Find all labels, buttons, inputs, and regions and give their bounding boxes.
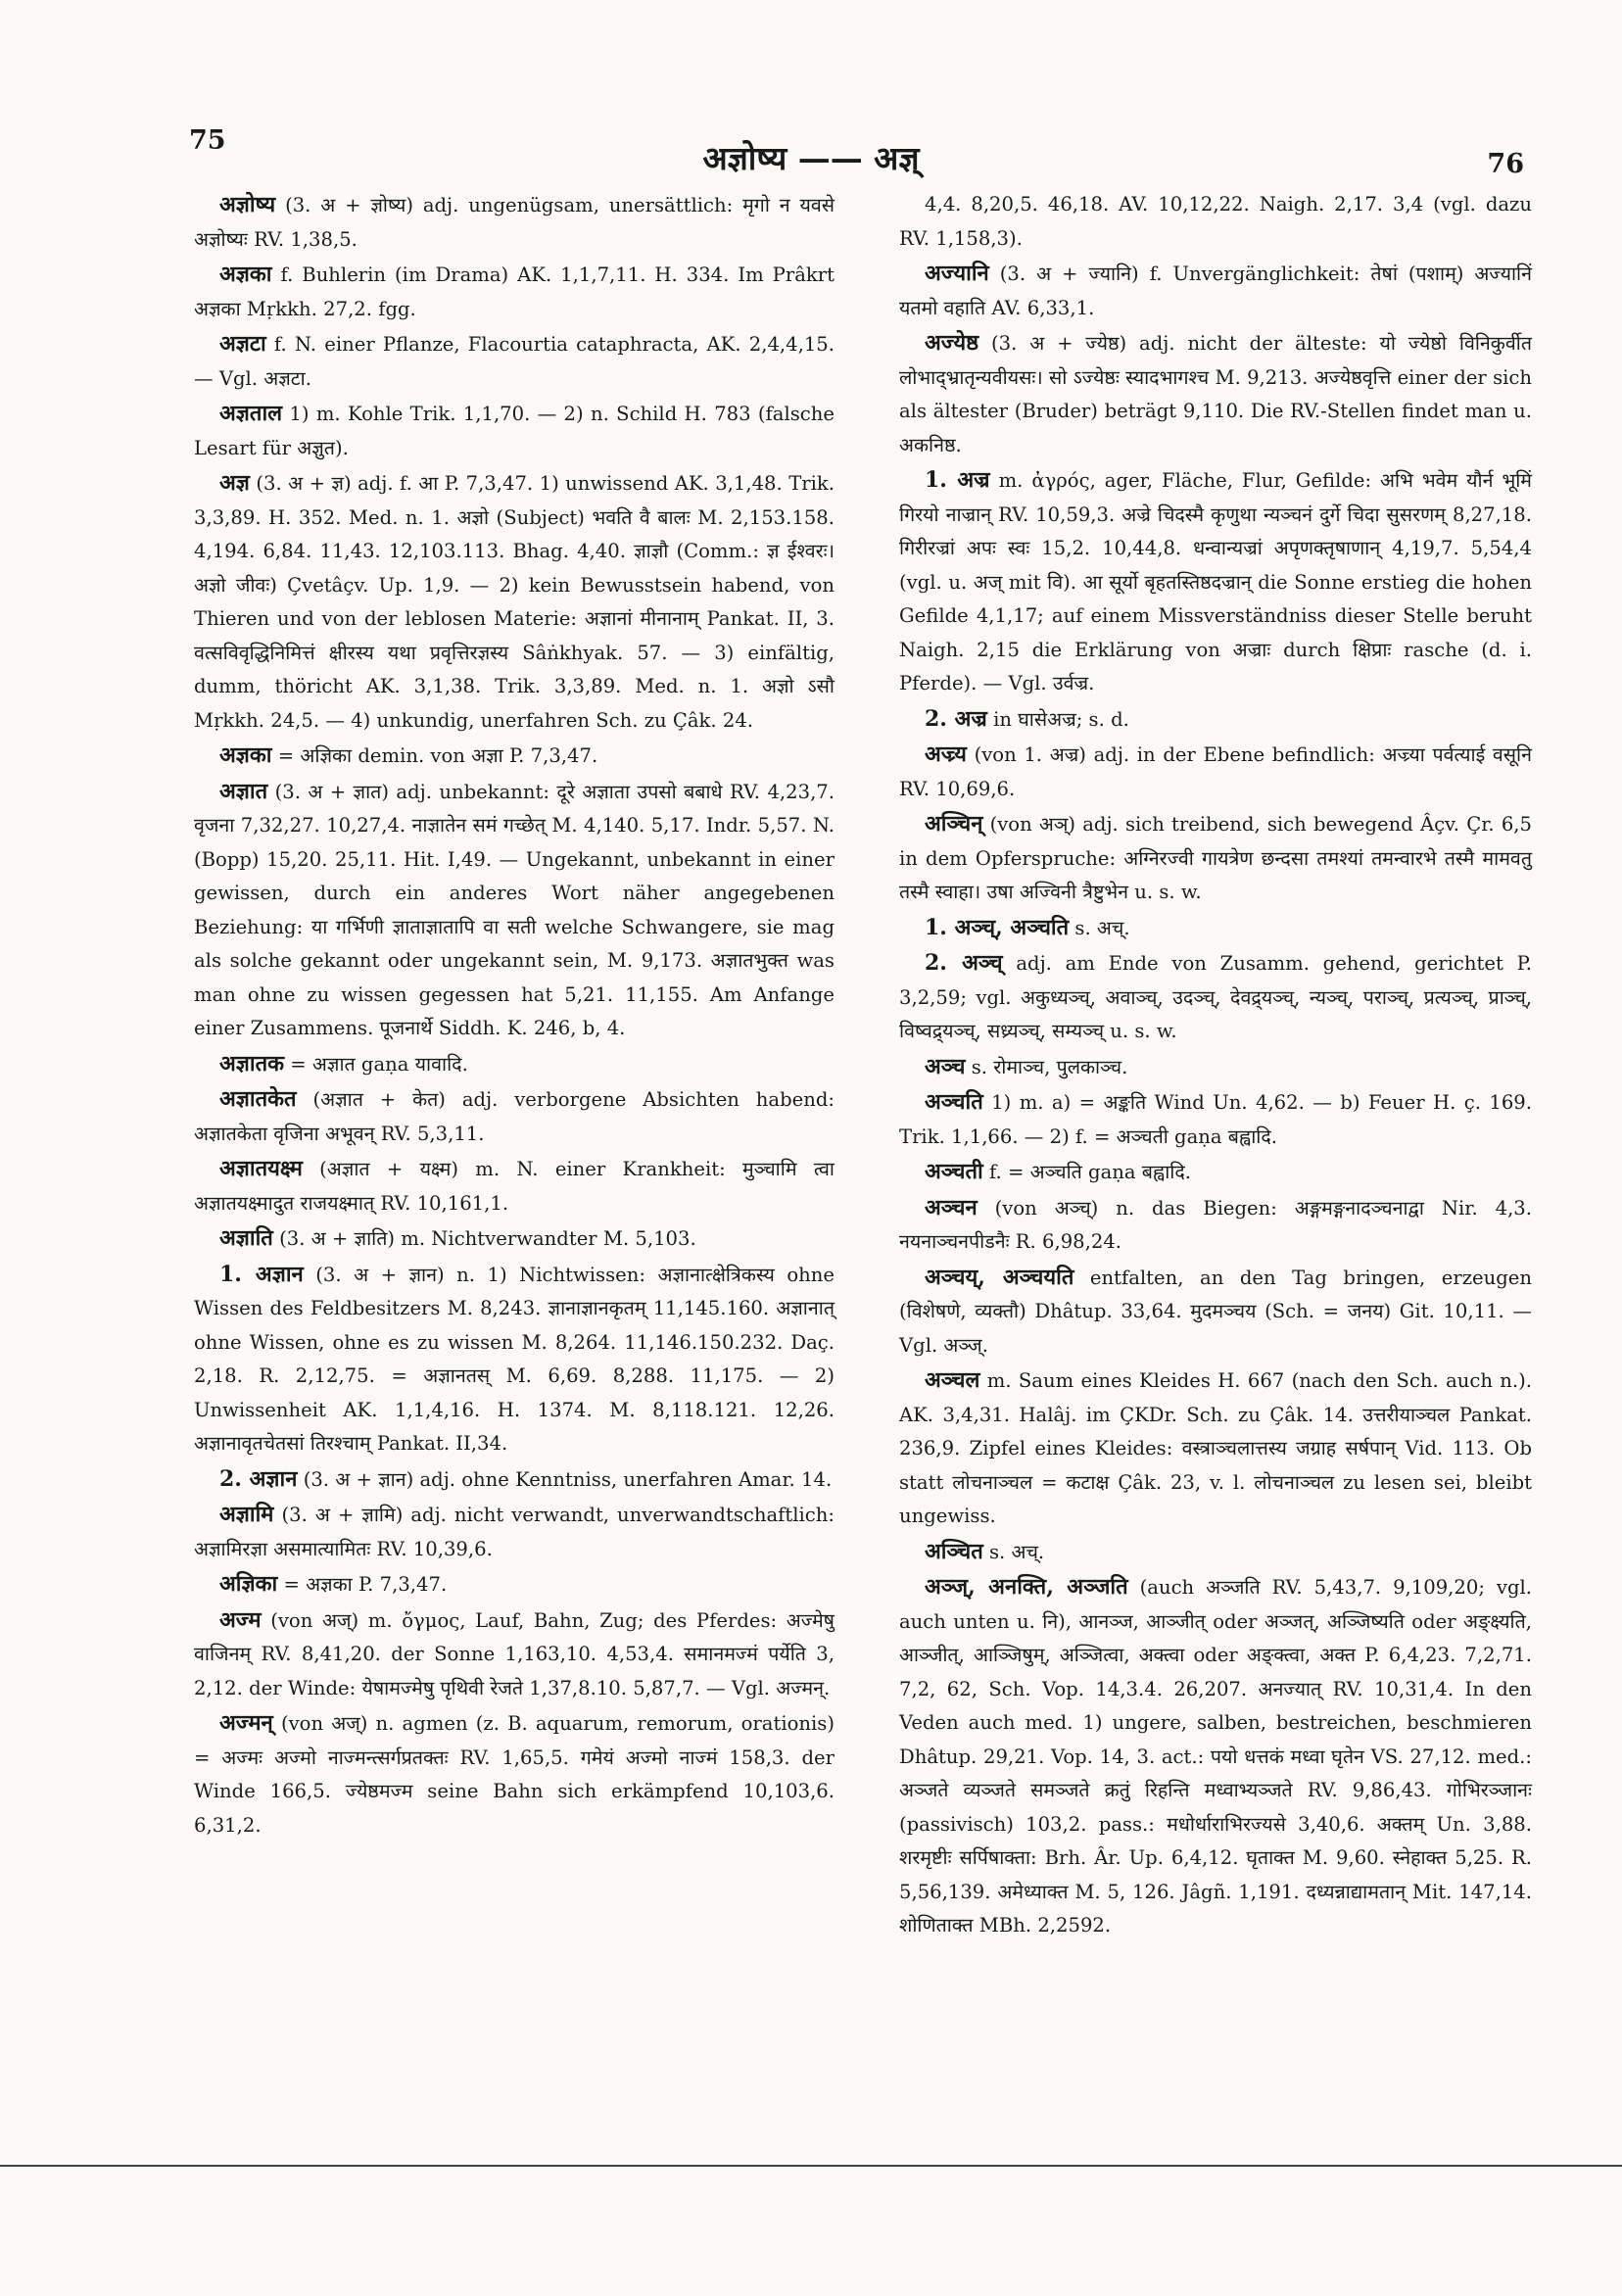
entry-headword: अज्ञ <box>219 470 250 496</box>
right-column <box>899 188 1532 1944</box>
entry-text: (3. अ + ज्ञोष्य) adj. ungenügsam, unersättlich: मृगो न यवसे अज्ञोष्यः RV. 1,38,5. <box>194 194 835 251</box>
dictionary-entry <box>194 258 835 326</box>
entry-headword: अञ्चल <box>925 1367 980 1393</box>
entry-text: m. ἀγρός, ager, Fläche, Flur, Gefilde: अभि भवेम यौर्न भूमिं गिरयो नाज्रान् RV. 10,59,3. अज्रे चिदस्मै कृणुथा न्यञ्चनं दुर्गे चिदा सुसरणम् 8,27,18. गिरीरज्रां अपः स्वः 15,2. 10,44,8. धन्वान्यज्रां अपृणक्तृषाणान् 4,19,7. 5,54,4 (vgl. u. अज् mit वि). आ सूर्यो बृहतस्तिष्ठदज्रान् die Sonne erstieg die hohen Gefilde 4,1,17; auf einem Missverständniss dieser Stelle beruht Naigh. 2,15 die Erklärung von अज्राः durch क्षिप्राः rasche (d. i. Pferde). — Vgl. उर्वज्र. <box>899 469 1533 694</box>
entry-text: (3. अ + ज्यानि) f. Unvergänglichkeit: तेषां (पशाम्) अज्यानिं यतमो वहाति AV. 6,33,1. <box>899 263 1532 319</box>
entry-headword: 2. अज्र <box>925 705 987 732</box>
dictionary-entry <box>899 326 1532 462</box>
entry-text: (von अज्) m. ὄγμος, Lauf, Bahn, Zug; des Pferdes: अज्मेषु वाजिनम् RV. 8,41,20. der Sonne 1,163,10. 4,53,4. समानमज्मं पर्येति 3, 2,12. der Winde: येषामज्मेषु पृथिवी रेजते 1,37,8.10. 5,87,7. — Vgl. अज्मन्. <box>194 1608 835 1699</box>
dictionary-entry <box>194 1706 835 1842</box>
dictionary-entry <box>899 702 1532 738</box>
entry-headword: अञ्चित <box>925 1538 983 1564</box>
entry-text: = अज्ञिका demin. von अज्ञा P. 7,3,47. <box>277 744 598 767</box>
page-number-left: 75 <box>189 125 226 156</box>
dictionary-entry <box>194 1462 835 1498</box>
entry-text: adj. am Ende von Zusamm. gehend, gerichtet P. 3,2,59; vgl. अकुध्यञ्च्, अवाञ्च्, उदञ्च्, देवद्र्यञ्च्, न्यञ्च्, पराञ्च्, प्रत्यञ्च्, प्राञ्च्, विष्वद्र्यञ्च्, सध्र्यञ्च्, सम्यञ्च् u. s. w. <box>899 952 1533 1042</box>
dictionary-entry <box>194 1221 835 1257</box>
entry-headword: 1. अज्र <box>925 467 990 493</box>
dictionary-entry <box>194 1047 835 1082</box>
entry-headword: अञ्चन <box>925 1194 978 1220</box>
dictionary-entry <box>899 1191 1532 1260</box>
entry-headword: अज्यानि <box>925 261 989 286</box>
entry-headword: 2. अञ्च् <box>925 950 1003 976</box>
entry-headword: अज्ञका <box>219 742 272 768</box>
left-column <box>194 188 835 1843</box>
entry-text: 1) m. Kohle Trik. 1,1,70. — 2) n. Schild H. 783 (falsche Lesart für अज्ञुत). <box>194 403 835 459</box>
entry-headword: अज्र्य <box>925 741 967 767</box>
entry-text: f. Buhlerin (im Drama) AK. 1,1,7,11. H. 334. Im Prâkrt अज्ञका Mṛkkh. 27,2. fgg. <box>194 263 835 320</box>
entry-text: (3. अ + ज्ञामि) adj. nicht verwandt, unverwandtschaftlich: अज्ञामिरज्ञा असमात्यामितः RV. 10,39,6. <box>194 1504 835 1560</box>
dictionary-entry <box>194 1498 835 1566</box>
entry-text: (3. अ + ज्ञ) adj. f. आ P. 7,3,47. 1) unwissend AK. 3,1,48. Trik. 3,3,89. H. 352. Med. n. 1. अज्ञो (Subject) भवति वै बालः M. 2,153.158. 4,194. 6,84. 11,43. 12,103.113. Bhag. 4,40. ज्ञाज्ञौ (Comm.: ज्ञ ईश्वरः। अज्ञो जीवः) Çvetâçv. Up. 1,9. — 2) kein Bewusstsein habend, von Thieren und von der leblosen Materie: अज्ञानां मीनानाम् Pankat. II, 3. वत्सविवृद्धिनिमित्तं क्षीरस्य यथा प्रवृत्तिरज्ञस्य Sâṅkhyak. 57. — 3) einfältig, dumm, thöricht AK. 3,1,38. Trik. 3,3,89. Med. n. 1. अज्ञो ऽसौ Mṛkkh. 24,5. — 4) unkundig, unerfahren Sch. zu Çâk. 24. <box>194 472 835 732</box>
dictionary-entry <box>899 1535 1532 1570</box>
dictionary-entry <box>899 946 1532 1049</box>
entry-headword: अज्ञका <box>219 262 272 287</box>
entry-text: 4,4. 8,20,5. 46,18. AV. 10,12,22. Naigh. 2,17. 3,4 (vgl. dazu RV. 1,158,3). <box>899 193 1532 250</box>
entry-text: s. अच्. <box>1074 916 1130 939</box>
entry-text: f. N. einer Pflanze, Flacourtia cataphracta, AK. 2,4,4,15. — Vgl. अज्ञटा. <box>194 333 835 390</box>
dictionary-entry <box>899 1085 1532 1154</box>
entry-text: (अज्ञात + यक्ष्म) m. N. einer Krankheit: मुञ्चामि त्वा अज्ञातयक्ष्मादुत राजयक्ष्मात् RV. 10,161,1. <box>194 1158 835 1215</box>
dictionary-entry <box>899 463 1532 701</box>
dictionary-entry <box>899 1570 1532 1943</box>
entry-text: (von अञ्च्) n. das Biegen: अङ्गमङ्गनादञ्चनाद्वा Nir. 4,3. नयनाञ्चनपीडनैः R. 6,98,24. <box>899 1196 1532 1253</box>
dictionary-entry <box>899 738 1532 806</box>
entry-headword: अज्म <box>219 1606 262 1633</box>
dictionary-entry <box>899 1050 1532 1085</box>
dictionary-entry <box>194 397 835 465</box>
entry-headword: अञ्चति <box>925 1089 983 1115</box>
entry-headword: अञ्ज्, अनक्ति, अञ्जति <box>925 1574 1128 1600</box>
entry-headword: अञ्च <box>925 1053 966 1079</box>
dictionary-entry <box>194 1152 835 1220</box>
entry-text: (3. अ + ज्ञात) adj. unbekannt: दूरे अज्ञाता उपसो बबाधे RV. 4,23,7. वृजना 7,32,27. 10,27,4. नाज्ञातेन समं गच्छेत् M. 4,140. 5,17. Indr. 5,57. N. (Bopp) 15,20. 25,11. Hit. I,49. — Ungekannt, unbekannt in einer gewissen, durch ein anderes Wort näher angegebenen Beziehung: या गर्भिणी ज्ञाताज्ञातापि वा सती welche Schwangere, sie mag als solche gekannt oder ungekannt sein, M. 9,173. अज्ञातभुक्त was man ohne zu wissen gegessen hat 5,21. 11,155. Am Anfange einer Zusammens. पूजनार्थे Siddh. K. 246, b, 4. <box>194 780 835 1039</box>
entry-headword: 2. अज्ञान <box>219 1465 298 1492</box>
entry-headword: अज्मन् <box>219 1710 273 1736</box>
entry-text: (3. अ + ज्ञाति) m. Nichtverwandter M. 5,103. <box>279 1227 696 1250</box>
dictionary-entry <box>194 327 835 396</box>
entry-text: (3. अ + ज्ञान) n. 1) Nichtwissen: अज्ञानात्क्षेत्रिकस्य ohne Wissen des Feldbesitzers M. 8,243. ज्ञानाज्ञानकृतम् 11,145.160. अज्ञानात् ohne Wissen, ohne es zu wissen M. 8,264. 11,146.150.232. Daç. 2,18. R. 2,12,75. = अज्ञानतस् M. 6,69. 8,288. 11,175. — 2) Unwissenheit AK. 1,1,4,16. H. 1374. M. 8,118.121. 12,26. अज्ञानावृतचेतसां तिरश्चाम् Pankat. II,34. <box>194 1263 835 1455</box>
entry-text: in घासेअज्र; s. d. <box>993 707 1129 731</box>
dictionary-entry <box>899 911 1532 946</box>
dictionary-entry <box>194 1603 835 1706</box>
entry-headword: अज्येष्ठ <box>925 330 979 356</box>
entry-headword: अज्ञाति <box>219 1225 273 1251</box>
dictionary-entry <box>899 1261 1532 1363</box>
dictionary-entry <box>194 1567 835 1602</box>
entry-text: (3. अ + ज्येष्ठ) adj. nicht der älteste: यो ज्येष्ठो विनिकुर्वीत लोभाद्भ्रातृन्यवीयसः। सो ऽज्येष्ठः स्यादभागश्च M. 9,213. अज्येष्ठवृत्ति einer der sich als ältester (Bruder) beträgt 9,110. Die RV.-Stellen findet man u. अकनिष्ठ. <box>899 332 1532 456</box>
dictionary-entry <box>899 257 1532 325</box>
dictionary-entry <box>899 1155 1532 1190</box>
entry-text: (von अञ्) adj. sich treibend, sich bewegend Âçv. Çr. 6,5 in dem Opferspruche: अग्निरज्वी गायत्रेण छन्दसा तमश्यां तमन्वारभे तस्मै मामवतु तस्मै स्वाहा। उषा अज्विनी त्रैष्टुभेन u. s. w. <box>899 813 1532 903</box>
entry-headword: अज्ञात <box>219 778 268 804</box>
entry-text: m. Saum eines Kleides H. 667 (nach den Sch. auch n.). AK. 3,4,31. Halâj. im ÇKDr. Sch. zu Çâk. 14. उत्तरीयाञ्चल Pankat. 236,9. Zipfel eines Kleides: वस्त्राञ्चलात्तस्य जग्राह सर्षपान् Vid. 113. Ob statt लोचनाञ्चल = कटाक्ष Çâk. 23, v. l. लोचनाञ्चल zu lesen sei, bleibt ungewiss. <box>899 1369 1532 1527</box>
entry-headword: 1. अज्ञान <box>219 1261 304 1287</box>
entry-text: f. = अञ्चति gaṇa बह्वादि. <box>988 1161 1191 1183</box>
entry-headword: अञ्चती <box>925 1159 983 1184</box>
dictionary-entry <box>194 775 835 1046</box>
entry-text: 1) m. a) = अङ्कति Wind Un. 4,62. — b) Feuer H. ç. 169. Trik. 1,1,66. — 2) f. = अञ्चती gaṇa बह्वादि. <box>899 1091 1533 1148</box>
dictionary-entry <box>194 1258 835 1461</box>
bottom-rule <box>0 2165 1622 2167</box>
entry-text: entfalten, an den Tag bringen, erzeugen (विशेषणे, व्यक्तौ) Dhâtup. 33,64. मुदमञ्चय (Sch. = जनय) Git. 10,11. — Vgl. अञ्ज्. <box>899 1266 1532 1357</box>
entry-headword: अज्ञताल <box>219 401 283 426</box>
entry-headword: अज्ञोष्य <box>219 192 276 217</box>
entry-text: (von 1. अज्र) adj. in der Ebene befindlich: अज्र्या पर्वत्याई वसूनि RV. 10,69,6. <box>899 743 1532 800</box>
dictionary-entry <box>194 739 835 774</box>
entry-headword: अज्ञातक <box>219 1050 285 1076</box>
entry-text: (auch अञ्जति RV. 5,43,7. 9,109,20; vgl. auch unten u. नि), आनञ्ज, आञ्जीत् oder अञ्जत्, अञ्जिष्यति oder अङ्क्ष्यति, आञ्जीत्, आञ्जिषुम्, अञ्जित्वा, अक्त्वा oder अङ्क्त्वा, अक्त P. 6,4,23. 7,2,71. 7,2, 62, Sch. Vop. 14,3.4. 26,207. अनज्यात् RV. 10,31,4. In den Veden auch med. 1) ungere, salben, bestreichen, beschmieren Dhâtup. 29,21. Vop. 14, 3. act.: पयो धत्तकं मध्वा घृतेन VS. 27,12. med.: अञ्जते व्यञ्जते समञ्जते क्रतुं रिहन्ति मध्वाभ्यञ्जते RV. 9,86,43. गोभिरञ्जानः (passivisch) 103,2. pass.: मधोर्धाराभिरज्यसे 3,40,6. अक्तम् Un. 3,88. शरमृष्टीः सर्पिषाक्ता: Brh. Âr. Up. 6,4,12. घृताक्त M. 9,60. स्नेहाक्त 5,25. R. 5,56,139. अमेध्याक्त M. 5, 126. Jâgñ. 1,191. दध्यन्नाद्यामतान् Mit. 147,14. शोणिताक्त MBh. 2,2592. <box>899 1576 1533 1937</box>
entry-text: (अज्ञात + केत) adj. verborgene Absichten habend: अज्ञातकेता वृजिना अभूवन् RV. 5,3,11. <box>194 1088 835 1145</box>
dictionary-entry <box>194 188 835 257</box>
entry-headword: अज्ञातकेत <box>219 1086 297 1112</box>
entry-headword: अज्ञिका <box>219 1571 278 1597</box>
entry-headword: अज्ञातयक्ष्म <box>219 1156 303 1181</box>
dictionary-entry <box>194 466 835 738</box>
dictionary-entry <box>899 807 1532 910</box>
entry-headword: अञ्चय्, अञ्चयति <box>925 1264 1074 1290</box>
entry-headword: अञ्चिन् <box>925 811 983 837</box>
page-number-right: 76 <box>1487 149 1524 179</box>
entry-text: s. अच्. <box>988 1540 1045 1563</box>
entry-text: = अज्ञका P. 7,3,47. <box>283 1573 448 1596</box>
entry-text: (3. अ + ज्ञान) adj. ohne Kenntniss, unerfahren Amar. 14. <box>303 1467 833 1491</box>
running-title: अज्ञोष्य —— अज्ञ् <box>702 139 920 177</box>
entry-headword: अज्ञामि <box>219 1502 274 1527</box>
entry-text: s. रोमाञ्च, पुलकाञ्च. <box>971 1055 1128 1078</box>
entry-text: = अज्ञात gaṇa यावादि. <box>290 1052 468 1076</box>
dictionary-entry <box>194 1082 835 1151</box>
entry-text: (von अज्) n. agmen (z. B. aquarum, remorum, orationis) = अज्मः अज्मो नाज्मन्त्सर्गप्रतक्तः RV. 1,65,5. गमेयं अज्मो नाज्मं 158,3. der Winde 166,5. ज्येष्ठमज्म seine Bahn sich erkämpfend 10,103,6. 6,31,2. <box>194 1712 835 1837</box>
entry-headword: 1. अञ्च्, अञ्चति <box>925 914 1070 940</box>
dictionary-entry <box>899 1363 1532 1534</box>
entry-headword: अज्ञटा <box>219 331 266 357</box>
dictionary-entry <box>899 188 1532 256</box>
